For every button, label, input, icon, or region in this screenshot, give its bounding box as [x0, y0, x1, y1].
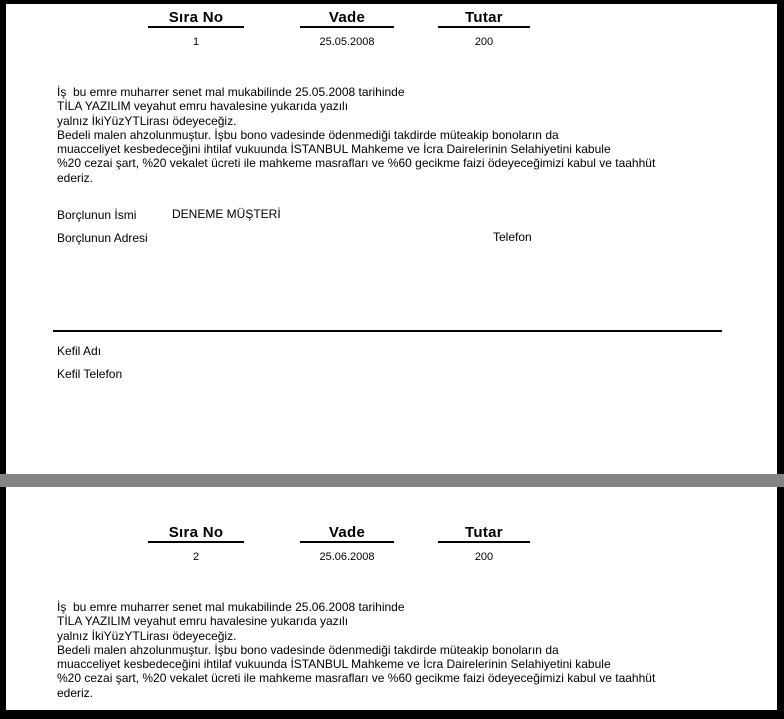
phone-label: Telefon: [493, 230, 532, 244]
debtor-address-label: Borçlunun Adresi: [57, 231, 148, 245]
column-header-sira-no: Sıra No: [148, 525, 244, 543]
note-line: muacceliyet kesbedeceğini ihtilaf vukuunda İSTANBUL Mahkeme ve İcra Dairelerinin Selahiyetini kabule: [57, 657, 611, 672]
column-header-tutar: Tutar: [438, 10, 530, 28]
debtor-name-value: DENEME MÜŞTERİ: [172, 207, 281, 221]
tutar-value: 200: [474, 36, 494, 48]
column-header-sira-no: Sıra No: [148, 10, 244, 28]
note-line: %20 cezai şart, %20 vekalet ücreti ile mahkeme masrafları ve %60 gecikme faizi ödeyeceğimizi kabul ve taahhüt: [57, 156, 656, 171]
column-header-tutar: Tutar: [438, 525, 530, 543]
guarantor-name-label: Kefil Adı: [57, 344, 102, 358]
note-line: yalnız İkiYüzYTLirası ödeyeceğiz.: [57, 113, 237, 128]
promissory-note-text: [57, 85, 655, 185]
note-line: ederiz.: [57, 685, 94, 700]
page-1-content: [6, 10, 777, 474]
note-line: muacceliyet kesbedeceğini ihtilaf vukuunda İSTANBUL Mahkeme ve İcra Dairelerinin Selahiyetini kabule: [57, 142, 611, 157]
page-break-divider: [0, 474, 784, 487]
column-header-vade: Vade: [300, 525, 394, 543]
vade-value: 25.06.2008: [319, 551, 375, 563]
note-line: Bedeli malen ahzolunmuştur. İşbu bono vadesinde ödenmediği takdirde müteakip bonoların da: [57, 642, 559, 657]
sira-no-value: 1: [192, 36, 200, 48]
note-line: ederiz.: [57, 170, 94, 185]
note-line: yalnız İkiYüzYTLirası ödeyeceğiz.: [57, 628, 237, 643]
note-line: İş bu emre muharrer senet mal mukabilinde 25.05.2008 tarihinde: [57, 85, 405, 99]
tutar-value: 200: [474, 551, 494, 563]
sira-no-value: 2: [192, 551, 200, 563]
page-2-content: [6, 525, 777, 710]
note-line: İş bu emre muharrer senet mal mukabilinde 25.06.2008 tarihinde: [57, 600, 405, 614]
note-line: %20 cezai şart, %20 vekalet ücreti ile mahkeme masrafları ve %60 gecikme faizi ödeyeceğimizi kabul ve taahhüt: [57, 671, 656, 686]
guarantor-phone-label: Kefil Telefon: [57, 367, 123, 381]
column-header-vade: Vade: [300, 10, 394, 28]
note-line: TİLA YAZILIM veyahut emru havalesine yukarıda yazılı: [57, 99, 349, 114]
promissory-note-text: [57, 600, 655, 700]
note-line: TİLA YAZILIM veyahut emru havalesine yukarıda yazılı: [57, 614, 349, 629]
debtor-name-label: Borçlunun İsmi: [57, 208, 137, 222]
vade-value: 25.05.2008: [319, 36, 375, 48]
note-line: Bedeli malen ahzolunmuştur. İşbu bono vadesinde ödenmediği takdirde müteakip bonoların da: [57, 127, 559, 142]
guarantor-section-divider: [53, 330, 722, 332]
